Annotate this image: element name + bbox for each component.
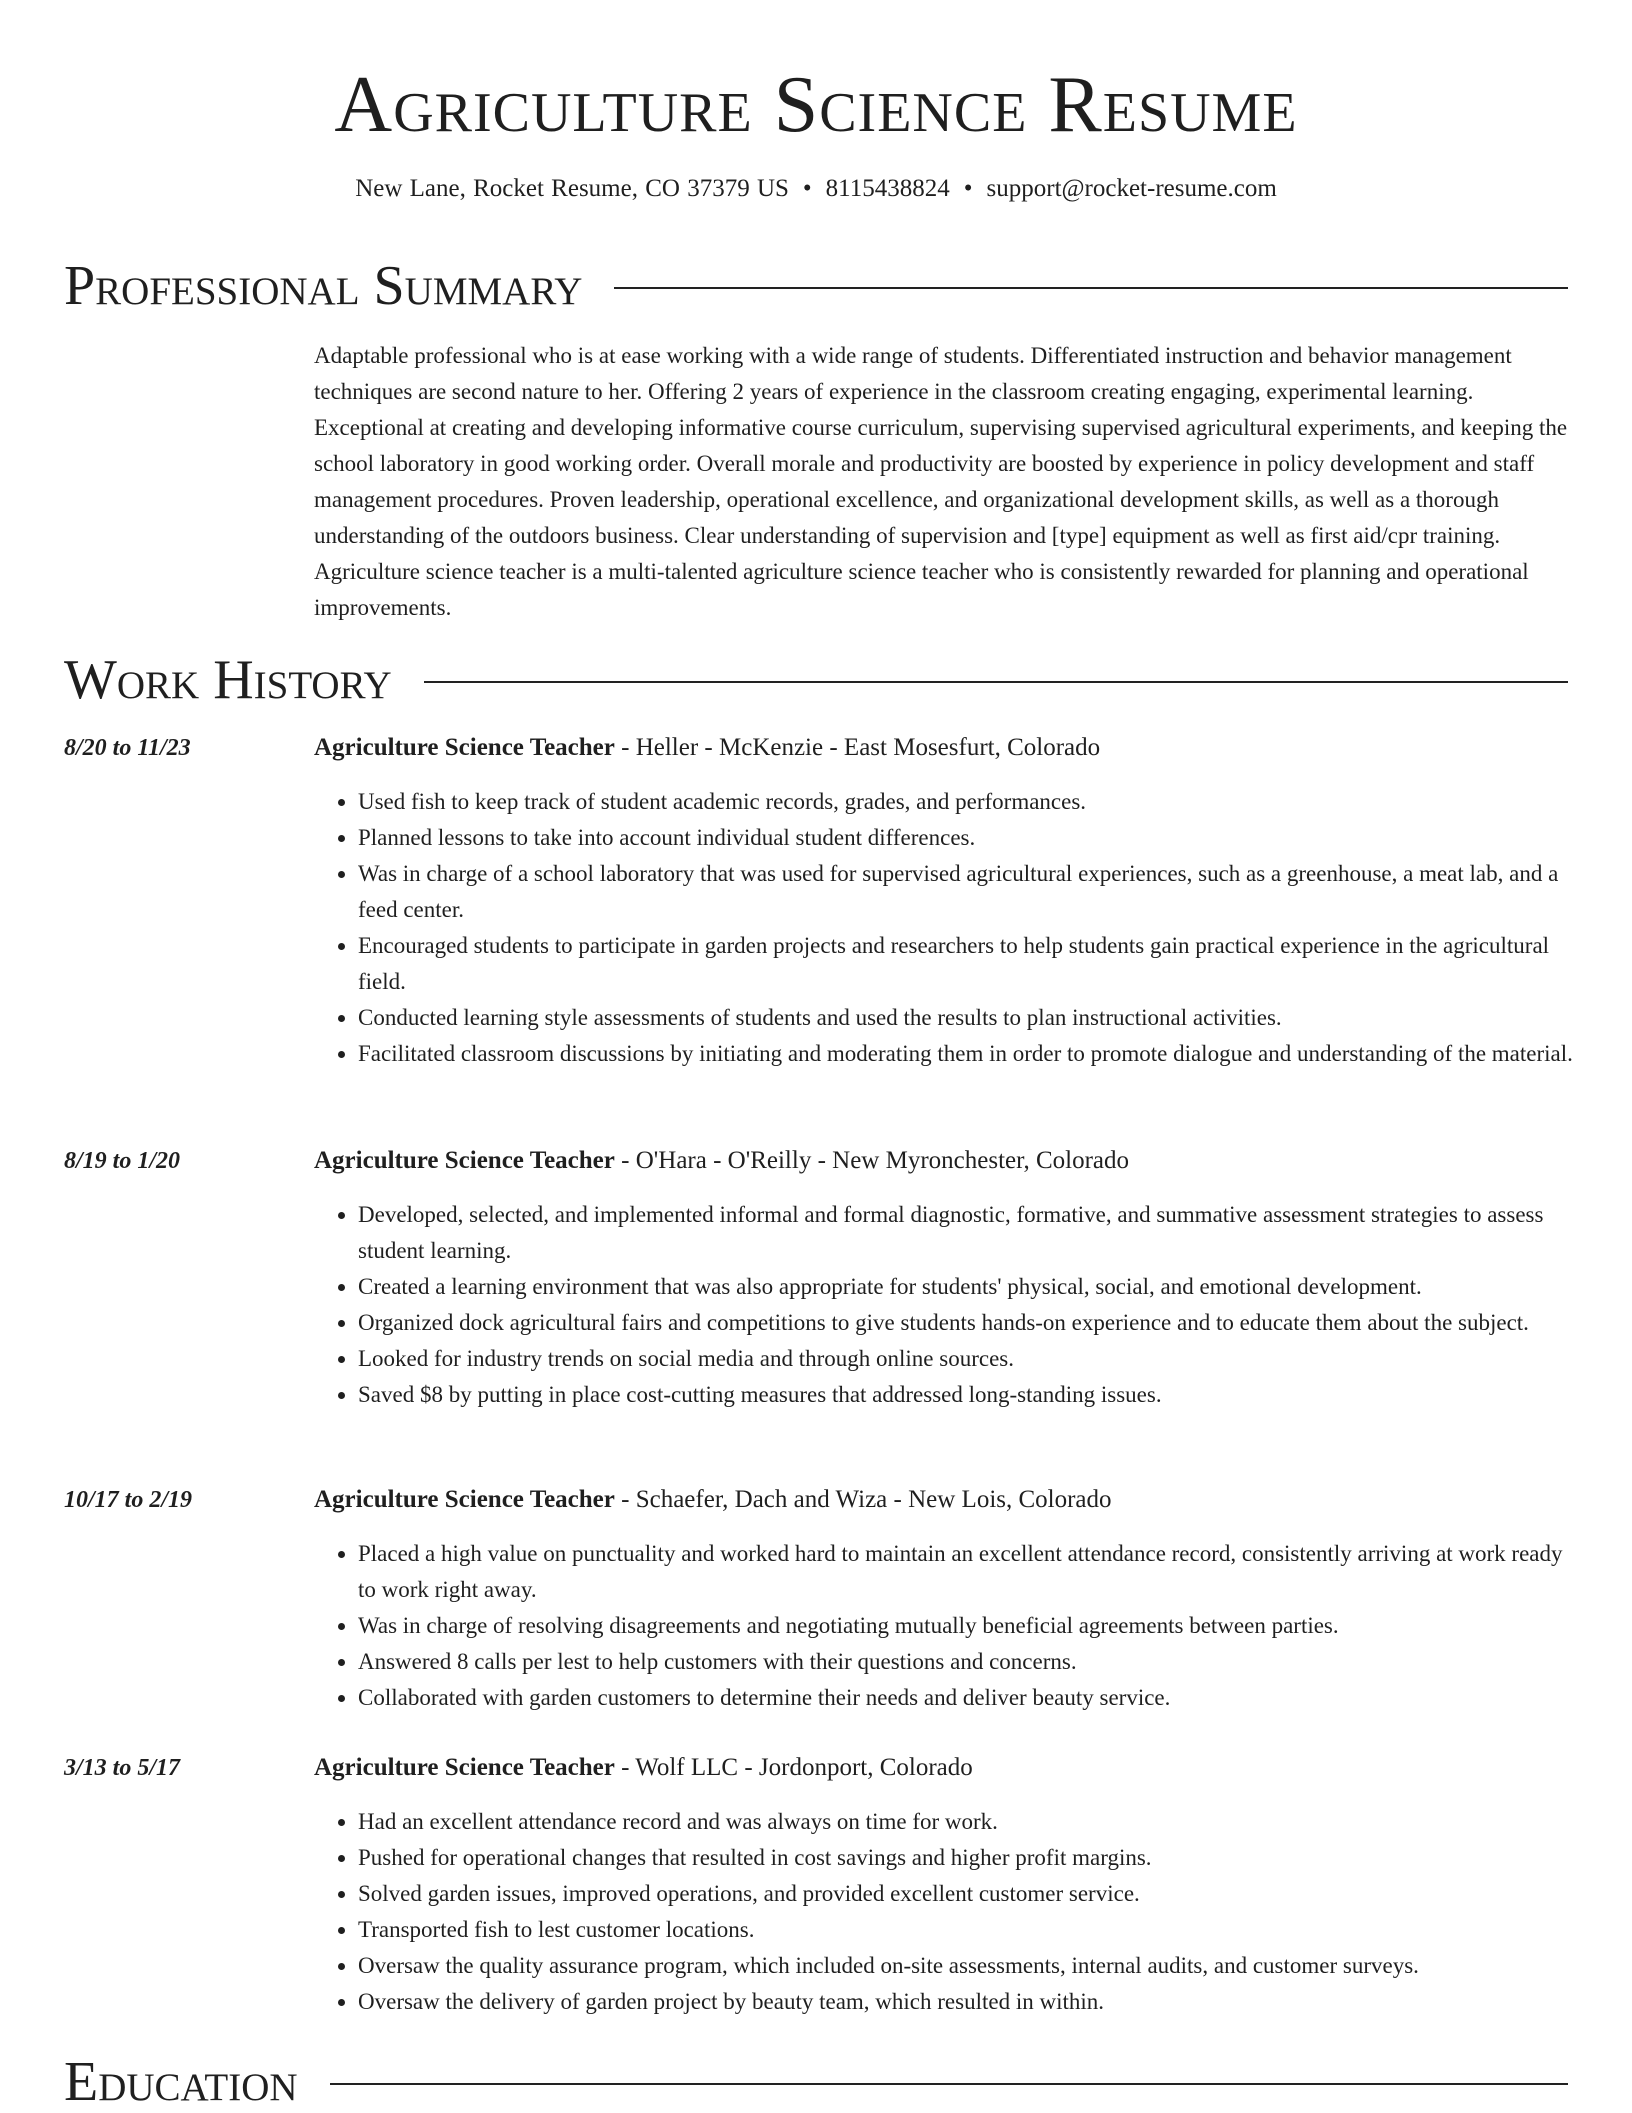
job-bullet: • Created a learning environment that was also appropriate for students' physical, social, and emotional development. bbox=[358, 1269, 1574, 1305]
job-bullet: • Pushed for operational changes that resulted in cost savings and higher profit margins. bbox=[358, 1840, 1574, 1876]
job-title: Agriculture Science Teacher bbox=[314, 734, 615, 761]
job-bullet: • Developed, selected, and implemented informal and formal diagnostic, formative, and summative assessment strategies to assess student learning. bbox=[358, 1197, 1574, 1269]
section-header-summary bbox=[64, 256, 1568, 316]
job-bullet: • Encouraged students to participate in garden projects and researchers to help students gain practical experience in the agricultural field. bbox=[358, 928, 1574, 1000]
section-divider bbox=[614, 287, 1568, 289]
section-header-work-history bbox=[64, 650, 1568, 710]
job-dates: 8/20 to 11/23 bbox=[64, 735, 191, 761]
job-dates: 10/17 to 2/19 bbox=[64, 1487, 193, 1513]
job-title-line bbox=[314, 1752, 1574, 1784]
contact-address: New Lane, Rocket Resume, CO 37379 US bbox=[355, 175, 789, 202]
contact-separator: • bbox=[802, 175, 812, 202]
job-title: Agriculture Science Teacher bbox=[314, 1147, 615, 1174]
job-bullet: • Facilitated classroom discussions by initiating and moderating them in order to promote dialogue and understanding of the material. bbox=[358, 1036, 1574, 1072]
job-bullet: • Organized dock agricultural fairs and competitions to give students hands-on experience and to educate them about the subject. bbox=[358, 1305, 1574, 1341]
job-bullet: • Solved garden issues, improved operations, and provided excellent customer service. bbox=[358, 1876, 1574, 1912]
job-bullet: • Oversaw the quality assurance program, which included on-site assessments, internal audits, and customer surveys. bbox=[358, 1948, 1574, 1984]
job-bullet: • Conducted learning style assessments of students and used the results to plan instructional activities. bbox=[358, 1000, 1574, 1036]
job-bullet: • Oversaw the delivery of garden project by beauty team, which resulted in within. bbox=[358, 1984, 1574, 2020]
section-divider bbox=[330, 2083, 1568, 2085]
job-employer: - Schaefer, Dach and Wiza - New Lois, Colorado bbox=[614, 1486, 1112, 1513]
contact-separator: • bbox=[963, 175, 973, 202]
job-bullet: • Was in charge of a school laboratory that was used for supervised agricultural experiences, such as a greenhouse, a meat lab, and a feed center. bbox=[358, 856, 1574, 928]
summary-text: Adaptable professional who is at ease working with a wide range of students. Differentiated instruction and behavior management techniques are second nature to her. Offering 2 years of experience in the classroom creating engaging, experimental learning. Exceptional at creating and developing informative course curriculum, supervising supervised agricultural experiments, and keeping the school laboratory in good working order. Overall morale and productivity are boosted by experience in policy development and staff management procedures. Proven leadership, operational excellence, and organizational development skills, as well as a thorough understanding of the outdoors business. Clear understanding of supervision and [type] equipment as well as first aid/cpr training. Agriculture science teacher is a multi-talented agriculture science teacher who is consistently rewarded for planning and operational improvements. bbox=[314, 343, 1568, 620]
section-title-education: Education bbox=[64, 2051, 298, 2113]
job-dates: 8/19 to 1/20 bbox=[64, 1148, 181, 1174]
job-dates: 3/13 to 5/17 bbox=[64, 1755, 181, 1781]
job-bullet: • Placed a high value on punctuality and worked hard to maintain an excellent attendance record, consistently arriving at work ready to work right away. bbox=[358, 1536, 1574, 1608]
section-title-summary: Professional Summary bbox=[64, 255, 583, 317]
contact-phone: 8115438824 bbox=[825, 175, 950, 202]
job-bullet: • Planned lessons to take into account individual student differences. bbox=[358, 820, 1574, 856]
job-bullet: • Was in charge of resolving disagreements and negotiating mutually beneficial agreements between parties. bbox=[358, 1608, 1574, 1644]
section-divider bbox=[424, 681, 1568, 683]
job-title: Agriculture Science Teacher bbox=[314, 1754, 615, 1781]
job-bullet: • Saved $8 by putting in place cost-cutting measures that addressed long-standing issues. bbox=[358, 1377, 1574, 1413]
section-header-education bbox=[64, 2052, 1568, 2112]
contact-email: support@rocket-resume.com bbox=[986, 175, 1277, 202]
job-bullet: • Had an excellent attendance record and was always on time for work. bbox=[358, 1804, 1574, 1840]
job-employer: - Wolf LLC - Jordonport, Colorado bbox=[614, 1754, 973, 1781]
job-bullet: • Used fish to keep track of student academic records, grades, and performances. bbox=[358, 784, 1574, 820]
job-title: Agriculture Science Teacher bbox=[314, 1486, 615, 1513]
contact-line bbox=[0, 174, 1632, 204]
job-bullets bbox=[314, 1197, 1574, 1413]
job-bullet: • Answered 8 calls per lest to help customers with their questions and concerns. bbox=[358, 1644, 1574, 1680]
job-employer: - Heller - McKenzie - East Mosesfurt, Colorado bbox=[614, 734, 1101, 761]
job-title-line bbox=[314, 1145, 1574, 1177]
job-bullets bbox=[314, 784, 1574, 1072]
job-bullet: • Transported fish to lest customer locations. bbox=[358, 1912, 1574, 1948]
section-title-work-history: Work History bbox=[64, 649, 392, 711]
job-employer: - O'Hara - O'Reilly - New Myronchester, Colorado bbox=[614, 1147, 1129, 1174]
resume-title: Agriculture Science Resume bbox=[334, 61, 1298, 149]
job-title-line bbox=[314, 1484, 1574, 1516]
job-bullet: • Collaborated with garden customers to determine their needs and deliver beauty service. bbox=[358, 1680, 1574, 1716]
job-bullets bbox=[314, 1536, 1574, 1716]
job-title-line bbox=[314, 732, 1574, 764]
job-bullet: • Looked for industry trends on social media and through online sources. bbox=[358, 1341, 1574, 1377]
job-bullets bbox=[314, 1804, 1574, 2020]
